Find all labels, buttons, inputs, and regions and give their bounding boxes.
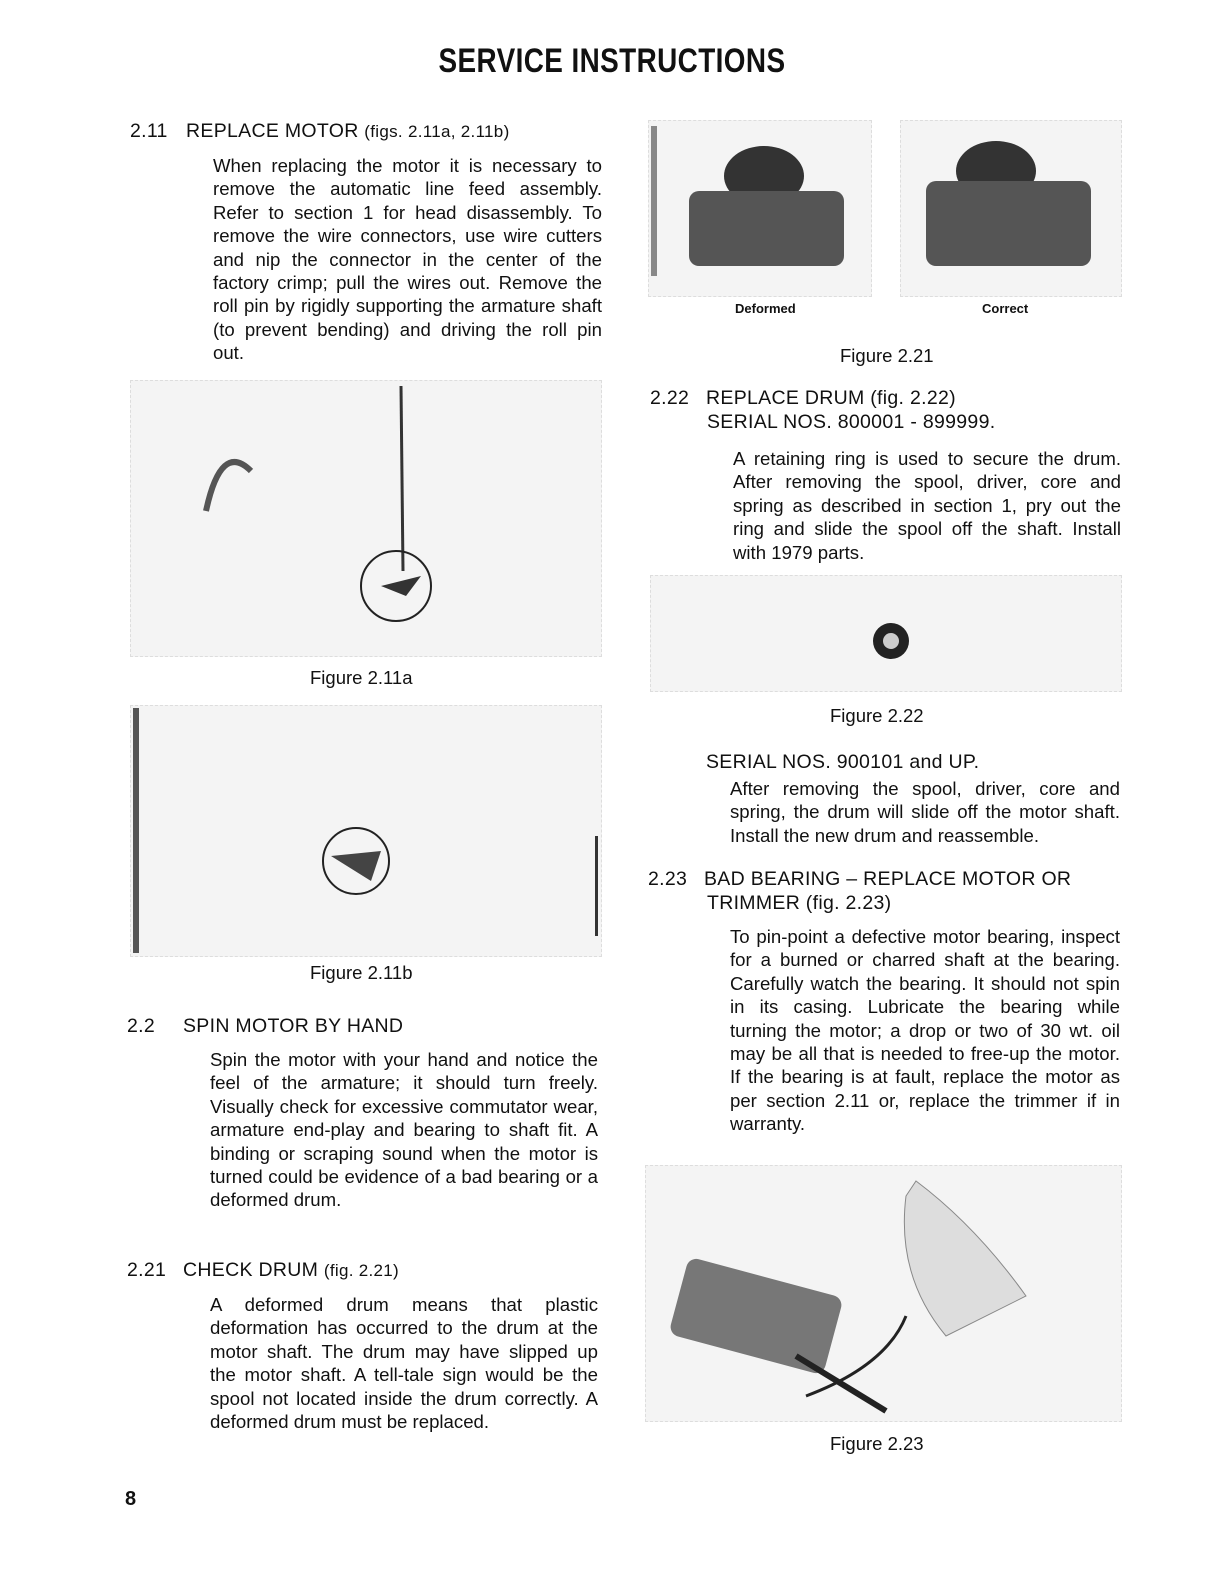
- figure-2-11b-caption: Figure 2.11b: [310, 962, 413, 983]
- figure-2-22-caption: Figure 2.22: [830, 705, 924, 726]
- figure-2-21-correct-photo: [900, 120, 1122, 297]
- section-number: 2.11: [130, 120, 168, 142]
- correct-label: Correct: [982, 301, 1029, 316]
- heading-text: CHECK DRUM: [183, 1259, 319, 1281]
- heading-text: REPLACE MOTOR: [186, 120, 359, 142]
- section-2-21-body: A deformed drum means that plastic deformation has occurred to the drum at the motor shaft. The drum may have slipped up the motor shaft. A tell-tale sign would be the spool not located inside the drum correctly. A deformed drum must be replaced.: [210, 1294, 598, 1433]
- figure-2-21-caption: Figure 2.21: [840, 345, 934, 366]
- page-title: SERVICE INSTRUCTIONS: [438, 42, 786, 80]
- section-number: 2.23: [648, 868, 688, 890]
- figure-2-23-caption: Figure 2.23: [830, 1433, 924, 1454]
- section-2-2-body: Spin the motor with your hand and notice the feel of the armature; it should turn freely. Visually check for excessive commutator wear, armature end-play and bearing to shaft fit. A binding or scraping sound when the motor is turned could be evidence of a bad bearing or a deformed drum.: [210, 1049, 598, 1211]
- figure-2-11a-photo: [130, 380, 602, 657]
- section-2-23-body: To pin-point a defective motor bearing, inspect for a burned or charred shaft at the bearing. Carefully watch the bearing. It should not spin in its casing. Lubricate the bearing while turning the motor; a drop or two of 30 wt. oil may be all that is needed to free-up the motor. If the bearing is at fault, replace the motor as per section 2.11 or, replace the trimmer if in warranty.: [730, 926, 1120, 1135]
- section-number: 2.2: [127, 1015, 156, 1037]
- figure-reference: (fig. 2.21): [323, 1261, 400, 1280]
- section-2-11-heading: [130, 120, 510, 143]
- section-2-23-heading: [648, 868, 1071, 891]
- deformed-label: Deformed: [735, 301, 796, 316]
- section-2-22-body-2: After removing the spool, driver, core and spring, the drum will slide off the motor shaft. Install the new drum and reassemble.: [730, 778, 1120, 846]
- serial-range-1: SERIAL NOS. 800001 - 899999.: [707, 411, 996, 433]
- heading-text: REPLACE DRUM (fig. 2.22): [706, 387, 956, 409]
- section-2-2-heading: [127, 1015, 403, 1038]
- section-2-11-body: When replacing the motor it is necessary to remove the automatic line feed assembly. Refer to section 1 for head disassembly. To remove the wire connectors, use wire cutters and nip the connector in the center of the factory crimp; pull the wires out. Remove the roll pin by rigidly supporting the armature shaft (to prevent bending) and driving the roll pin out.: [213, 155, 602, 364]
- section-2-23-heading-line-2: TRIMMER (fig. 2.23): [707, 892, 892, 914]
- section-number: 2.21: [127, 1259, 167, 1281]
- figure-2-11a-caption: Figure 2.11a: [310, 667, 413, 688]
- page-number: 8: [125, 1488, 137, 1510]
- heading-text: SPIN MOTOR BY HAND: [183, 1015, 404, 1037]
- heading-text: BAD BEARING – REPLACE MOTOR OR: [704, 868, 1072, 890]
- section-2-22-heading: [650, 387, 956, 410]
- section-2-22-body-1: A retaining ring is used to secure the drum. After removing the spool, driver, core and spring as described in section 1, pry out the ring and slide the spool off the shaft. Install with 1979 parts.: [733, 448, 1121, 563]
- serial-range-2: SERIAL NOS. 900101 and UP.: [706, 751, 980, 773]
- section-number: 2.22: [650, 387, 690, 409]
- figure-reference: (figs. 2.11a, 2.11b): [364, 122, 510, 141]
- figure-2-21-deformed-photo: [648, 120, 872, 297]
- figure-2-11b-photo: [130, 705, 602, 957]
- figure-2-22-photo: [650, 575, 1122, 692]
- figure-2-23-photo: [645, 1165, 1122, 1422]
- section-2-21-heading: [127, 1259, 399, 1282]
